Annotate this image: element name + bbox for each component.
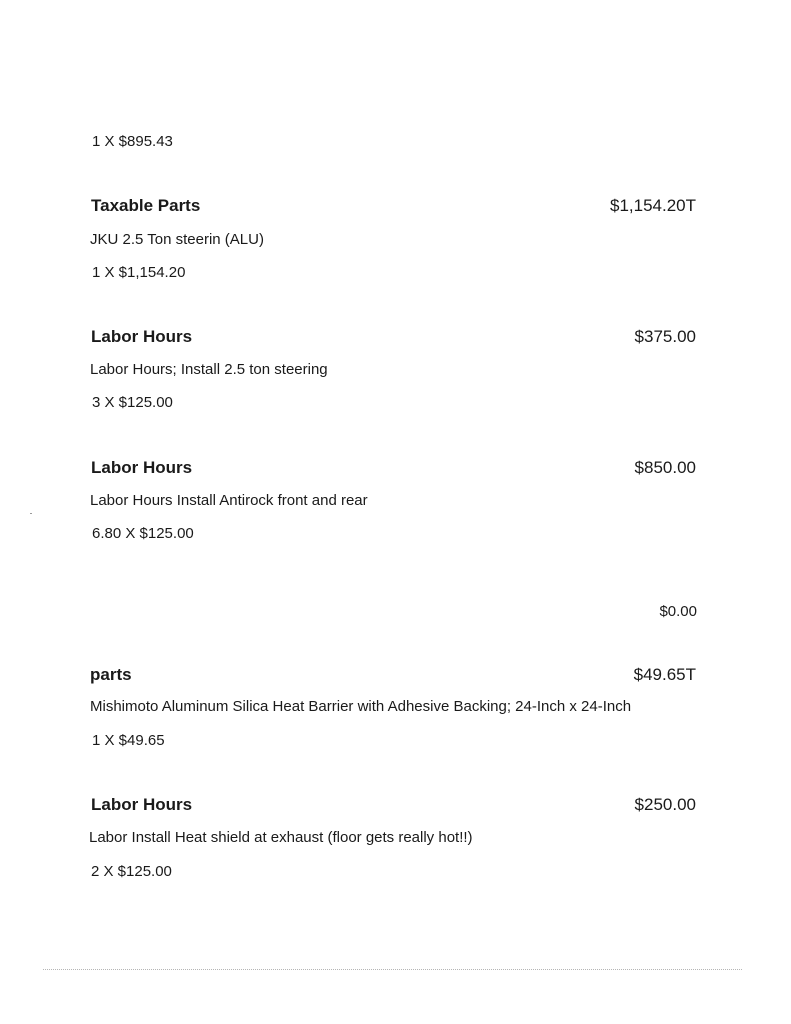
- item-heading: Labor Hours: [91, 327, 193, 346]
- scan-speck: [30, 513, 32, 514]
- item-quantity: 2 X $125.00: [91, 863, 172, 880]
- item-heading: Labor Hours: [91, 795, 193, 814]
- item-quantity: 1 X $1,154.20: [92, 264, 186, 281]
- item-description: Labor Hours Install Antirock front and rear: [90, 492, 368, 509]
- item-quantity: 1 X $895.43: [92, 133, 173, 150]
- item-description: Labor Install Heat shield at exhaust (floor gets really hot!!): [89, 829, 473, 846]
- item-quantity: 3 X $125.00: [92, 394, 173, 411]
- item-amount: $1,154.20T: [609, 196, 696, 215]
- item-description: Mishimoto Aluminum Silica Heat Barrier with Adhesive Backing; 24-Inch x 24-Inch: [90, 698, 632, 715]
- item-amount: $850.00: [634, 458, 696, 477]
- item-heading: parts: [90, 665, 132, 684]
- item-amount: $375.00: [634, 327, 696, 346]
- item-heading: Labor Hours: [91, 458, 193, 477]
- item-amount: $250.00: [634, 795, 696, 814]
- item-amount: $0.00: [659, 603, 697, 620]
- item-amount: $49.65T: [633, 665, 696, 684]
- footer-divider: [43, 969, 742, 970]
- item-quantity: 6.80 X $125.00: [92, 525, 194, 542]
- item-heading: Taxable Parts: [91, 196, 201, 215]
- item-description: JKU 2.5 Ton steerin (ALU): [90, 231, 264, 248]
- item-description: Labor Hours; Install 2.5 ton steering: [90, 361, 328, 378]
- item-quantity: 1 X $49.65: [92, 732, 165, 749]
